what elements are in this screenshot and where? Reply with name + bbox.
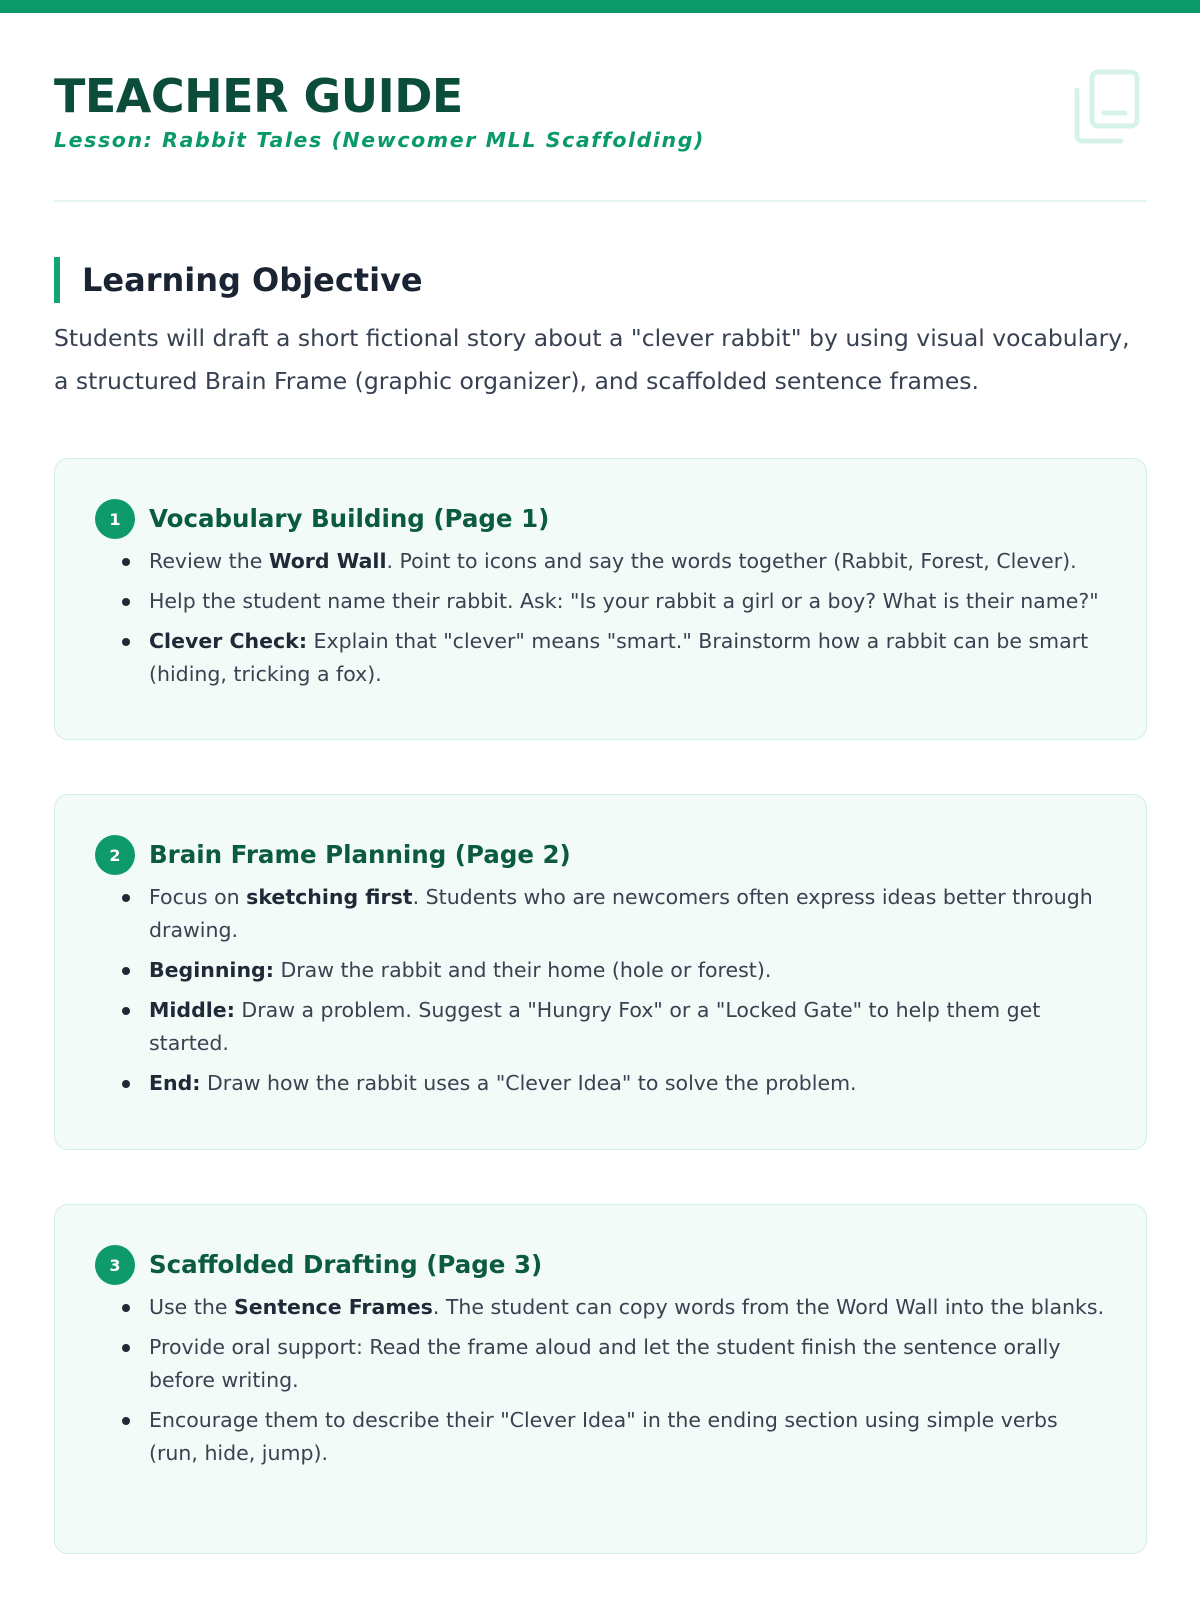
list-item: Beginning: Draw the rabbit and their home (hole or forest). <box>149 954 1106 987</box>
objective-text: Students will draft a short fictional story about a "clever rabbit" by using visual vocabulary, a structured Brain Frame (graphic organizer), and scaffolded sentence frames. <box>54 324 1130 395</box>
top-accent-bar <box>0 0 1200 13</box>
list-item: Help the student name their rabbit. Ask: "Is your rabbit a girl or a boy? What is their name?" <box>149 585 1106 618</box>
step-number-badge: 2 <box>95 835 135 875</box>
step-card-header <box>95 835 1106 875</box>
page-title: TEACHER GUIDE <box>54 69 463 123</box>
list-item: Middle: Draw a problem. Suggest a "Hungry Fox" or a "Locked Gate" to help them get started. <box>149 994 1106 1060</box>
step-card-vocabulary <box>54 458 1147 740</box>
step-number-badge: 1 <box>95 499 135 539</box>
page-header <box>54 68 1147 154</box>
list-item: Focus on sketching first. Students who are newcomers often express ideas better through drawing. <box>149 881 1106 947</box>
lesson-subtitle: Lesson: Rabbit Tales (Newcomer MLL Scaffolding) <box>54 128 705 152</box>
step-card-header <box>95 499 1106 539</box>
copy-pages-icon <box>1073 69 1143 145</box>
step-card-list <box>95 1291 1106 1470</box>
step-card-list <box>95 545 1106 691</box>
list-item: Review the Word Wall. Point to icons and say the words together (Rabbit, Forest, Clever). <box>149 545 1106 578</box>
list-item: Encourage them to describe their "Clever Idea" in the ending section using simple verbs (run, hide, jump). <box>149 1404 1106 1470</box>
step-card-title: Scaffolded Drafting (Page 3) <box>149 1250 543 1279</box>
step-card-drafting <box>54 1204 1147 1554</box>
step-card-list <box>95 881 1106 1100</box>
step-card-title: Brain Frame Planning (Page 2) <box>149 840 571 869</box>
objective-heading: Learning Objective <box>54 257 1147 303</box>
list-item: End: Draw how the rabbit uses a "Clever Idea" to solve the problem. <box>149 1067 1106 1100</box>
list-item: Clever Check: Explain that "clever" means "smart." Brainstorm how a rabbit can be smart (hiding, tricking a fox). <box>149 625 1106 691</box>
learning-objective-section <box>54 257 1147 403</box>
step-number-badge: 3 <box>95 1245 135 1285</box>
step-card-header <box>95 1245 1106 1285</box>
list-item: Use the Sentence Frames. The student can copy words from the Word Wall into the blanks. <box>149 1291 1106 1324</box>
list-item: Provide oral support: Read the frame aloud and let the student finish the sentence orally before writing. <box>149 1331 1106 1397</box>
step-card-title: Vocabulary Building (Page 1) <box>149 504 550 533</box>
header-divider <box>54 200 1147 202</box>
step-card-brain-frame <box>54 794 1147 1150</box>
